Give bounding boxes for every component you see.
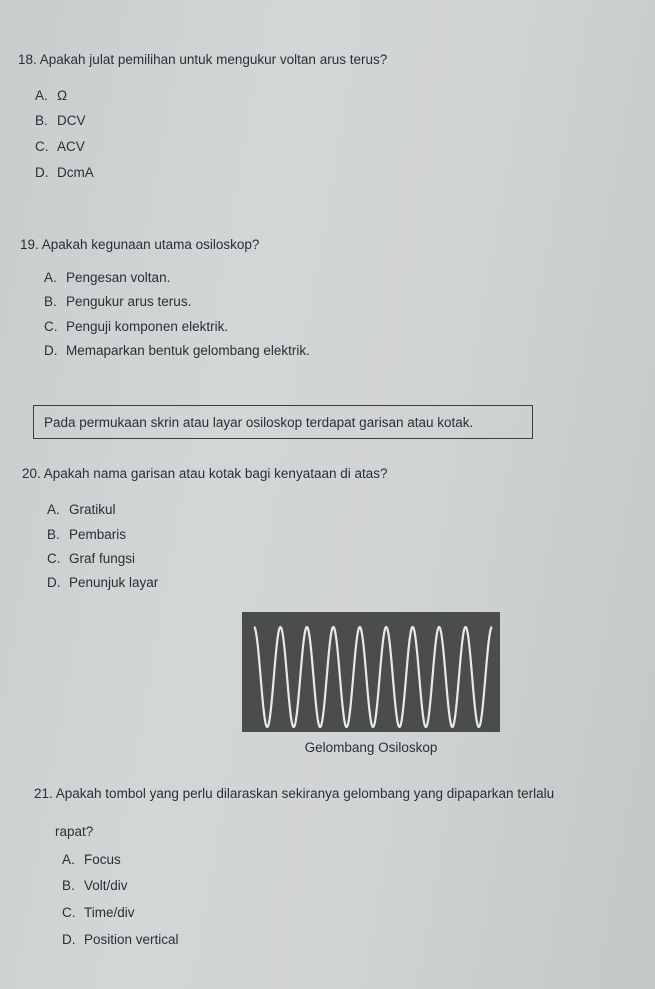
option-text: Graf fungsi — [69, 551, 136, 566]
option-letter: A. — [62, 852, 75, 867]
q20-option-a — [47, 502, 116, 517]
option-text: Focus — [84, 852, 121, 867]
q18-option-c — [35, 139, 85, 154]
option-letter: B. — [35, 113, 48, 128]
option-text: Gratikul — [69, 502, 116, 517]
q18-option-a — [35, 88, 67, 103]
q18-option-d — [35, 165, 94, 180]
option-text: Penunjuk layar — [69, 575, 159, 590]
option-letter: B. — [44, 294, 57, 309]
option-text: Volt/div — [84, 878, 128, 893]
option-text: DCV — [57, 113, 86, 128]
option-letter: C. — [44, 319, 58, 334]
q19-option-c — [44, 319, 228, 334]
q19-option-d — [44, 343, 310, 358]
q20-option-b — [47, 527, 126, 542]
option-letter: D. — [35, 165, 49, 180]
option-letter: B. — [62, 878, 75, 893]
option-letter: C. — [47, 551, 61, 566]
option-text: Penguji komponen elektrik. — [66, 319, 229, 334]
option-text: Pembaris — [69, 527, 127, 542]
option-letter: D. — [47, 575, 61, 590]
option-letter: D. — [62, 932, 76, 947]
question-19-stem: 19. Apakah kegunaan utama osiloskop? — [20, 237, 260, 252]
q21-option-a — [62, 852, 121, 867]
option-text: Ω — [57, 88, 68, 103]
option-text: DcmA — [57, 165, 94, 180]
option-letter: A. — [35, 88, 48, 103]
option-text: ACV — [57, 139, 85, 154]
question-20-stem: 20. Apakah nama garisan atau kotak bagi kenyataan di atas? — [22, 466, 388, 481]
q21-option-d — [62, 932, 179, 947]
option-text: Pengukur arus terus. — [66, 294, 192, 309]
sine-wave — [254, 627, 492, 727]
q19-option-b — [44, 294, 191, 309]
option-letter: C. — [35, 139, 49, 154]
q21-option-b — [62, 878, 128, 893]
q18-option-b — [35, 113, 86, 128]
question-21-stem-line2: rapat? — [55, 824, 94, 839]
option-text: Time/div — [84, 905, 135, 920]
q21-option-c — [62, 905, 135, 920]
option-letter: D. — [44, 343, 58, 358]
oscilloscope-waveform-image — [242, 612, 500, 732]
option-text: Memaparkan bentuk gelombang elektrik. — [66, 343, 310, 358]
figure-caption: Gelombang Osiloskop — [304, 740, 438, 755]
statement-text: Pada permukaan skrin atau layar osiloskop terdapat garisan atau kotak. — [44, 414, 474, 430]
option-text: Position vertical — [84, 932, 179, 947]
option-text: Pengesan voltan. — [66, 270, 171, 285]
statement-box — [33, 405, 533, 439]
option-letter: A. — [44, 270, 57, 285]
question-18-stem: 18. Apakah julat pemilihan untuk mengukur voltan arus terus? — [18, 52, 388, 67]
option-letter: A. — [47, 502, 60, 517]
waveform-svg — [242, 612, 500, 732]
q19-option-a — [44, 270, 170, 285]
q20-option-d — [47, 575, 158, 590]
option-letter: B. — [47, 527, 60, 542]
option-letter: C. — [62, 905, 76, 920]
q20-option-c — [47, 551, 135, 566]
question-21-stem-line1: 21. Apakah tombol yang perlu dilaraskan sekiranya gelombang yang dipaparkan terlalu — [34, 786, 555, 801]
